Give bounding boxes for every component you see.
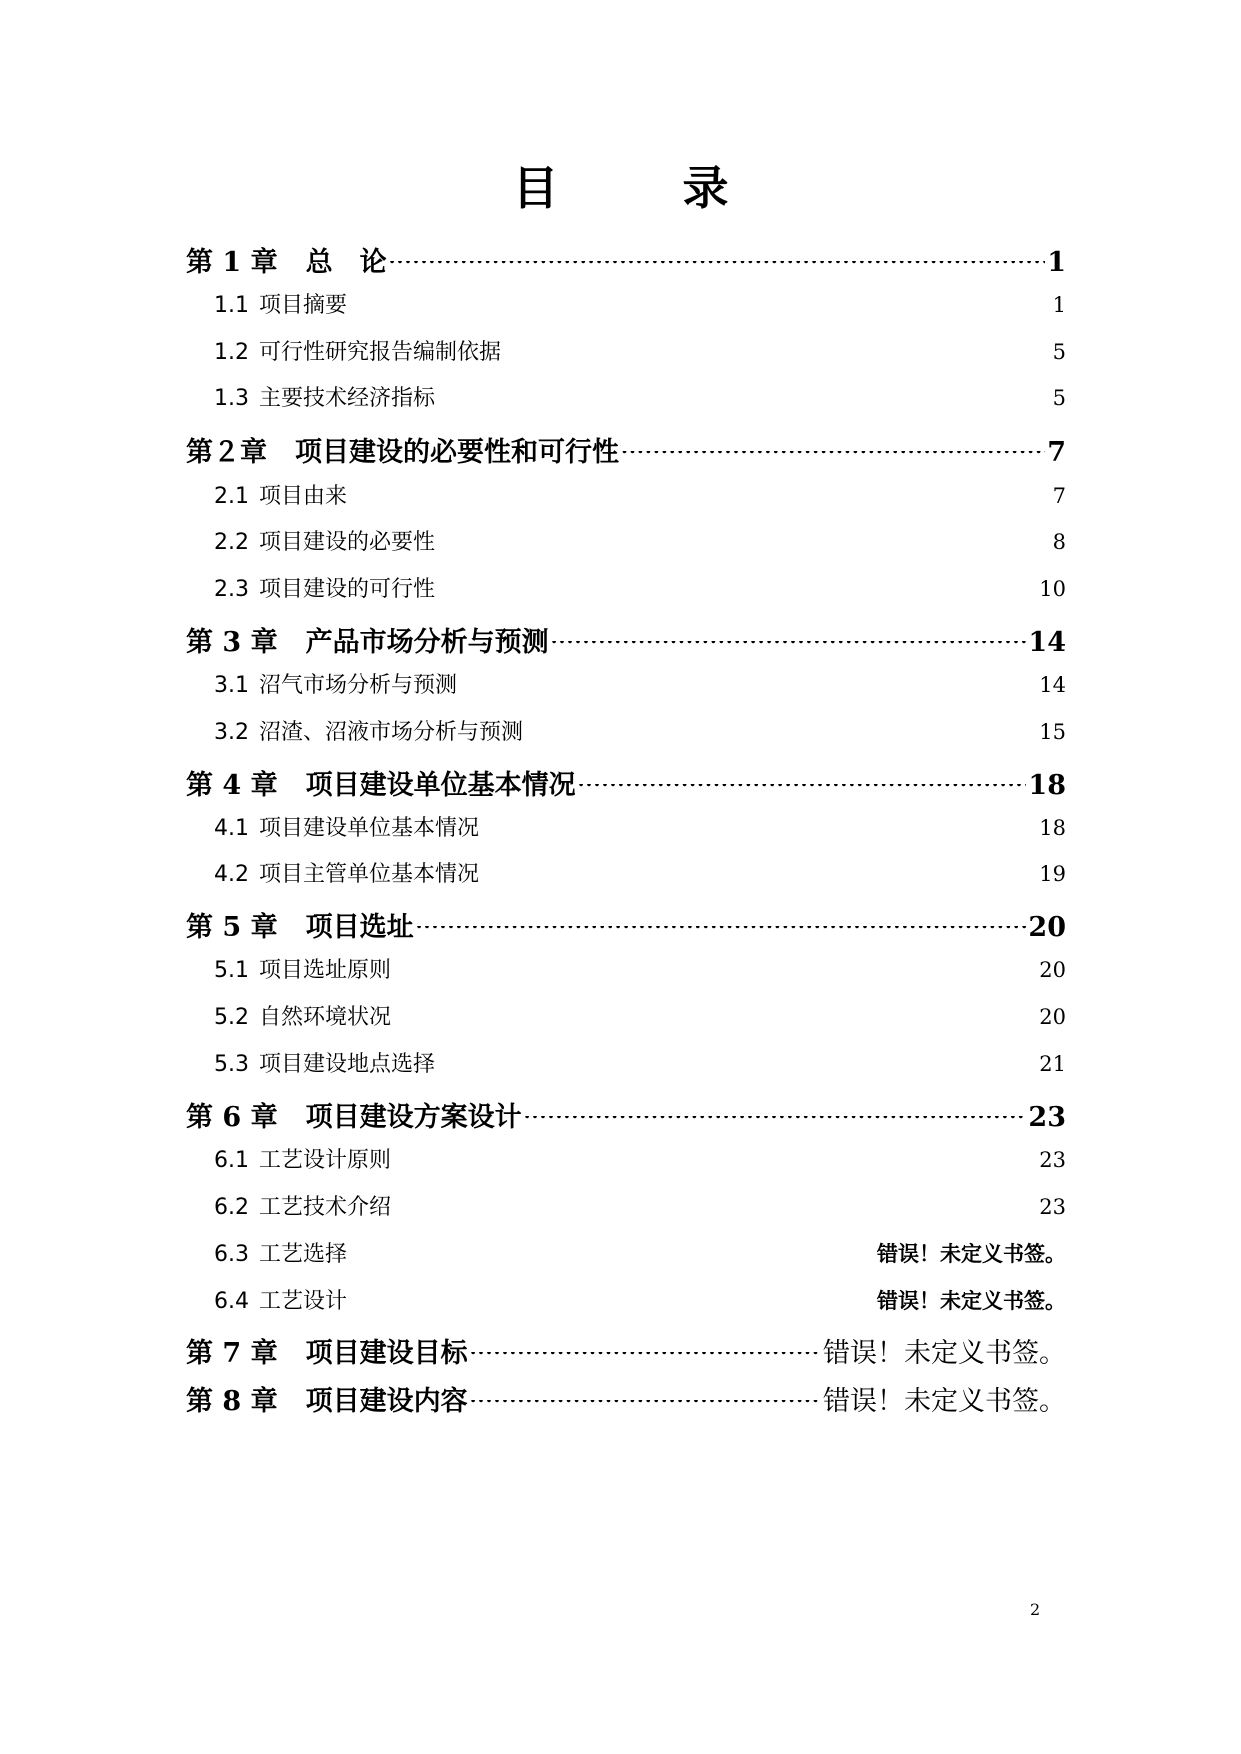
toc-chapter-entry[interactable]: [186, 1379, 1066, 1418]
entry-page: 21: [1039, 1052, 1066, 1076]
entry-title: 工艺选择: [259, 1242, 348, 1267]
dot-leader: [349, 1253, 875, 1261]
entry-number: 6.4: [214, 1289, 249, 1314]
entry-title: 沼气市场分析与预测: [259, 673, 458, 698]
toc-section-entry[interactable]: [214, 479, 1066, 510]
entry-number: 第 4 章: [186, 770, 278, 801]
entry-number: 2.2: [214, 530, 249, 555]
entry-page: 18: [1039, 816, 1066, 840]
toc-section-entry[interactable]: [214, 715, 1066, 746]
entry-page: 20: [1039, 958, 1066, 982]
entry-page: 错误！未定义书签。: [823, 1338, 1066, 1369]
entry-title: 项目选址原则: [259, 958, 392, 983]
entry-page: 19: [1039, 862, 1066, 886]
entry-number: 6.1: [214, 1148, 249, 1173]
dot-leader: [393, 969, 1037, 977]
entry-title: 项目建设的可行性: [259, 577, 436, 602]
toc-chapter-entry[interactable]: [186, 430, 1066, 469]
page-number: 2: [1030, 1600, 1041, 1619]
toc-chapter-entry[interactable]: [186, 620, 1066, 659]
dot-leader: [416, 926, 1027, 936]
dot-leader: [621, 451, 1045, 461]
toc-title: 目 录: [512, 161, 783, 215]
entry-number: 第 6 章: [186, 1102, 278, 1133]
entry-page: 1: [1052, 293, 1066, 317]
entry-page: 5: [1052, 386, 1066, 410]
dot-leader: [349, 495, 1051, 503]
entry-page: 23: [1039, 1195, 1066, 1219]
entry-number: 2.3: [214, 577, 249, 602]
entry-number: 1.3: [214, 386, 249, 411]
dot-leader: [503, 351, 1051, 359]
entry-title: 工艺技术介绍: [259, 1195, 392, 1220]
toc-section-entry[interactable]: [214, 811, 1066, 842]
entry-title: 项目摘要: [259, 293, 348, 318]
dot-leader: [393, 1016, 1037, 1024]
entry-title: 工艺设计: [259, 1289, 348, 1314]
entry-page: 14: [1039, 673, 1066, 697]
toc-section-entry[interactable]: [214, 381, 1066, 412]
entry-title: 项目建设方案设计: [305, 1102, 522, 1133]
toc-chapter-entry[interactable]: [186, 1331, 1066, 1370]
entry-number: 第 1 章: [186, 247, 278, 278]
toc-chapter-entry[interactable]: [186, 1095, 1066, 1134]
dot-leader: [578, 784, 1027, 794]
entry-page: 23: [1039, 1148, 1066, 1172]
dot-leader: [524, 1116, 1027, 1126]
entry-number: 第 5 章: [186, 912, 278, 943]
entry-title: 项目主管单位基本情况: [259, 862, 480, 887]
toc-section-entry[interactable]: [214, 953, 1066, 984]
dot-leader: [470, 1400, 821, 1410]
entry-page: 23: [1028, 1102, 1066, 1133]
toc-section-entry[interactable]: [214, 857, 1066, 888]
toc-section-entry[interactable]: [214, 668, 1066, 699]
entry-title: 项目建设单位基本情况: [305, 770, 576, 801]
toc-section-entry[interactable]: [214, 1237, 1066, 1268]
entry-title: 项目由来: [259, 484, 348, 509]
entry-title: 项目建设地点选择: [259, 1052, 436, 1077]
dot-leader: [481, 873, 1037, 881]
entry-number: 1.2: [214, 340, 249, 365]
entry-title: 总 论: [305, 247, 387, 278]
toc-section-entry[interactable]: [214, 288, 1066, 319]
entry-title: 主要技术经济指标: [259, 386, 436, 411]
dot-leader: [525, 731, 1037, 739]
toc-section-entry[interactable]: [214, 572, 1066, 603]
entry-title: 自然环境状况: [259, 1005, 392, 1030]
entry-title: 项目建设目标: [305, 1338, 468, 1369]
dot-leader: [459, 684, 1037, 692]
dot-leader: [393, 1159, 1037, 1167]
entry-page: 7: [1052, 484, 1066, 508]
dot-leader: [349, 304, 1051, 312]
entry-page: 20: [1039, 1005, 1066, 1029]
toc-chapter-entry[interactable]: [186, 763, 1066, 802]
dot-leader: [470, 1352, 821, 1362]
entry-page: 15: [1039, 720, 1066, 744]
entry-title: 项目建设单位基本情况: [259, 816, 480, 841]
entry-page: 8: [1052, 530, 1066, 554]
entry-number: 3.2: [214, 720, 249, 745]
toc-section-entry[interactable]: [214, 1000, 1066, 1031]
dot-leader: [437, 1063, 1037, 1071]
toc-section-entry[interactable]: [214, 1143, 1066, 1174]
entry-title: 可行性研究报告编制依据: [259, 340, 502, 365]
toc-section-entry[interactable]: [214, 335, 1066, 366]
entry-page: 错误！未定义书签。: [877, 1241, 1066, 1266]
toc-section-entry[interactable]: [214, 1190, 1066, 1221]
entry-page: 10: [1039, 577, 1066, 601]
dot-leader: [349, 1300, 875, 1308]
entry-number: 第 3 章: [186, 627, 278, 658]
entry-number: 4.2: [214, 862, 249, 887]
entry-page: 错误！未定义书签。: [823, 1386, 1066, 1417]
entry-number: 6.2: [214, 1195, 249, 1220]
entry-page: 14: [1028, 627, 1066, 658]
entry-page: 18: [1028, 770, 1066, 801]
entry-number: 6.3: [214, 1242, 249, 1267]
entry-number: 4.1: [214, 816, 249, 841]
entry-number: 第 8 章: [186, 1386, 278, 1417]
entry-number: 5.3: [214, 1052, 249, 1077]
entry-number: 2.1: [214, 484, 249, 509]
dot-leader: [437, 588, 1037, 596]
entry-number: 5.2: [214, 1005, 249, 1030]
toc-section-entry[interactable]: [214, 525, 1066, 556]
entry-number: 1.1: [214, 293, 249, 318]
entry-page: 7: [1047, 437, 1066, 468]
dot-leader: [389, 261, 1046, 271]
toc-section-entry[interactable]: [214, 1047, 1066, 1078]
entry-title: 沼渣、沼液市场分析与预测: [259, 720, 524, 745]
entry-title: 项目选址: [305, 912, 414, 943]
entry-page: 1: [1047, 247, 1066, 278]
entry-number: 第 7 章: [186, 1338, 278, 1369]
dot-leader: [437, 397, 1051, 405]
entry-number: 第２章: [186, 437, 267, 468]
entry-title: 项目建设内容: [305, 1386, 468, 1417]
entry-title: 项目建设的必要性和可行性: [295, 437, 619, 468]
dot-leader: [481, 827, 1037, 835]
entry-title: 工艺设计原则: [259, 1148, 392, 1173]
toc-section-entry[interactable]: [214, 1284, 1066, 1315]
dot-leader: [393, 1206, 1037, 1214]
toc-chapter-entry[interactable]: [186, 905, 1066, 944]
entry-title: 产品市场分析与预测: [305, 627, 549, 658]
entry-title: 项目建设的必要性: [259, 530, 436, 555]
toc-chapter-entry[interactable]: [186, 240, 1066, 279]
entry-page: 20: [1028, 912, 1066, 943]
entry-number: 3.1: [214, 673, 249, 698]
dot-leader: [437, 541, 1051, 549]
dot-leader: [551, 641, 1027, 651]
entry-page: 5: [1052, 340, 1066, 364]
entry-number: 5.1: [214, 958, 249, 983]
entry-page: 错误！未定义书签。: [877, 1288, 1066, 1313]
